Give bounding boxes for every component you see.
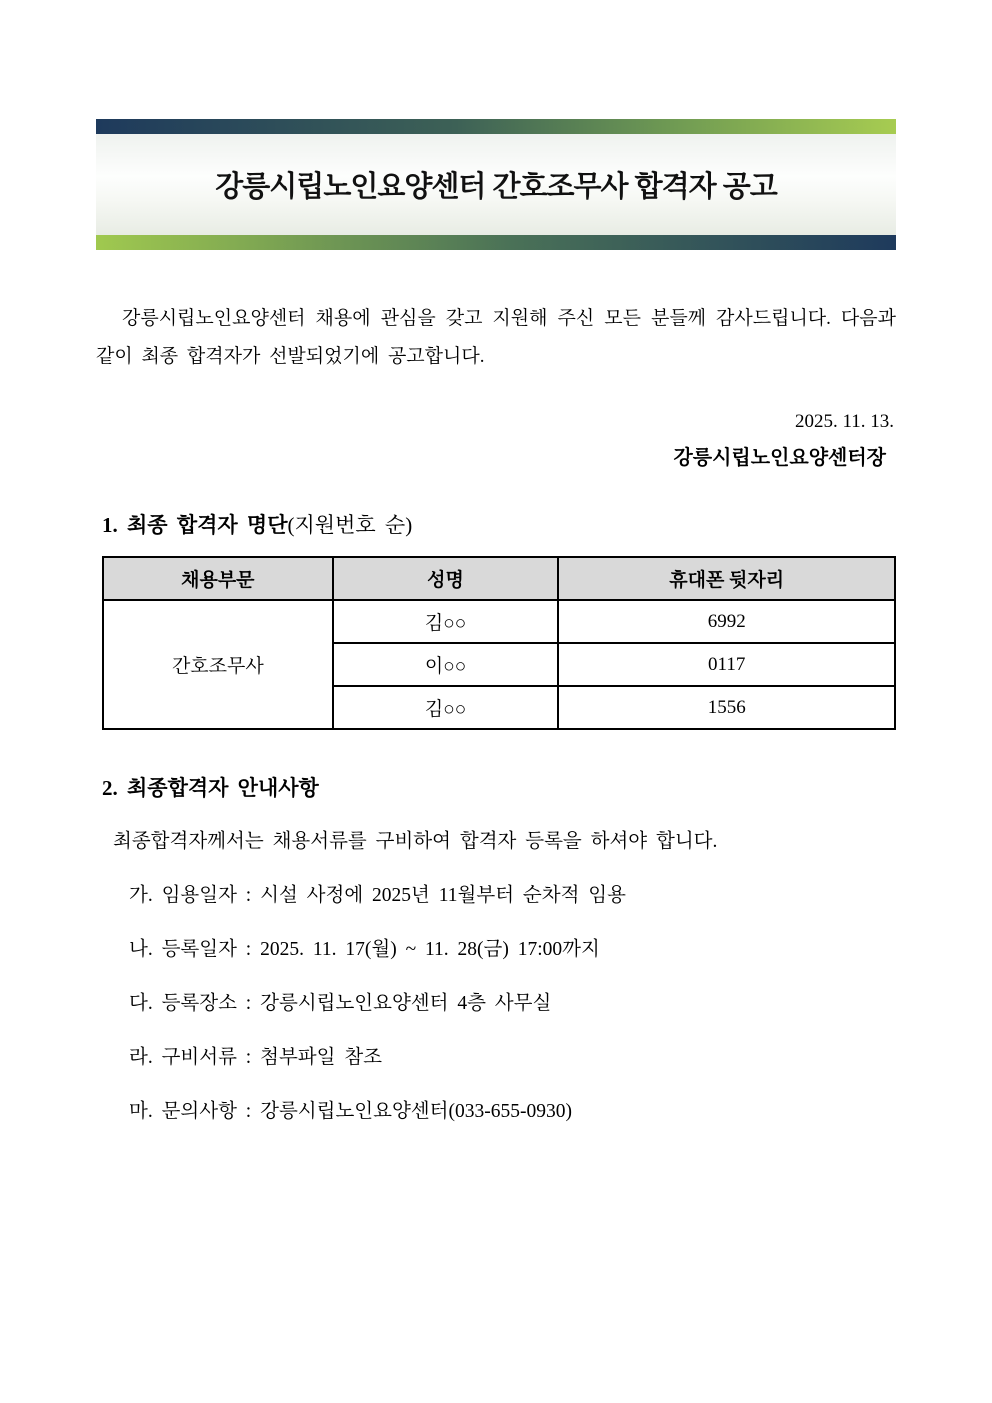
cell-position: 간호조무사 (103, 600, 333, 729)
successful-candidates-table (102, 556, 896, 730)
cell-name: 김○○ (333, 600, 559, 643)
cell-name: 이○○ (333, 643, 559, 686)
list-item-appointment-date: 가. 임용일자 : 시설 사정에 2025년 11월부터 순차적 임용 (129, 885, 626, 906)
cell-phone: 1556 (558, 686, 895, 729)
list-item-contact: 마. 문의사항 : 강릉시립노인요양센터(033-655-0930) (129, 1101, 572, 1122)
cell-name: 김○○ (333, 686, 559, 729)
banner-bottom-gradient-bar (96, 235, 896, 250)
document-body (96, 250, 896, 1125)
header-phone-last-digits: 휴대폰 뒷자리 (558, 557, 895, 600)
table-header-row (103, 557, 895, 600)
cell-phone: 6992 (558, 600, 895, 643)
page-title: 강릉시립노인요양센터 간호조무사 합격자 공고 (215, 171, 777, 203)
list-item-registration-place: 다. 등록장소 : 강릉시립노인요양센터 4층 사무실 (129, 993, 552, 1014)
section1-heading (102, 511, 896, 539)
table-row (103, 600, 895, 643)
intro-paragraph: 강릉시립노인요양센터 채용에 관심을 갖고 지원해 주신 모든 분들께 감사드립니다. 다음과 같이 최종 합격자가 선발되었기에 공고합니다. (96, 308, 896, 367)
list-item-registration-date: 나. 등록일자 : 2025. 11. 17(월) ~ 11. 28(금) 17:00까지 (129, 939, 600, 960)
banner-body (96, 134, 896, 235)
announcement-date: 2025. 11. 13. (794, 411, 894, 432)
section1-heading-bold: 1. 최종 합격자 명단 (102, 513, 288, 537)
list-item-required-documents: 라. 구비서류 : 첨부파일 참조 (129, 1047, 382, 1068)
title-banner (96, 119, 896, 250)
signer-name: 강릉시립노인요양센터장 (673, 447, 886, 469)
banner-top-gradient-bar (96, 119, 896, 134)
section2-heading: 2. 최종합격자 안내사항 (102, 776, 319, 800)
section2-intro: 최종합격자께서는 채용서류를 구비하여 합격자 등록을 하셔야 합니다. (113, 831, 718, 852)
cell-phone: 0117 (558, 643, 895, 686)
header-name: 성명 (333, 557, 559, 600)
header-recruitment-field: 채용부문 (103, 557, 333, 600)
section1-heading-normal: (지원번호 순) (287, 513, 413, 537)
